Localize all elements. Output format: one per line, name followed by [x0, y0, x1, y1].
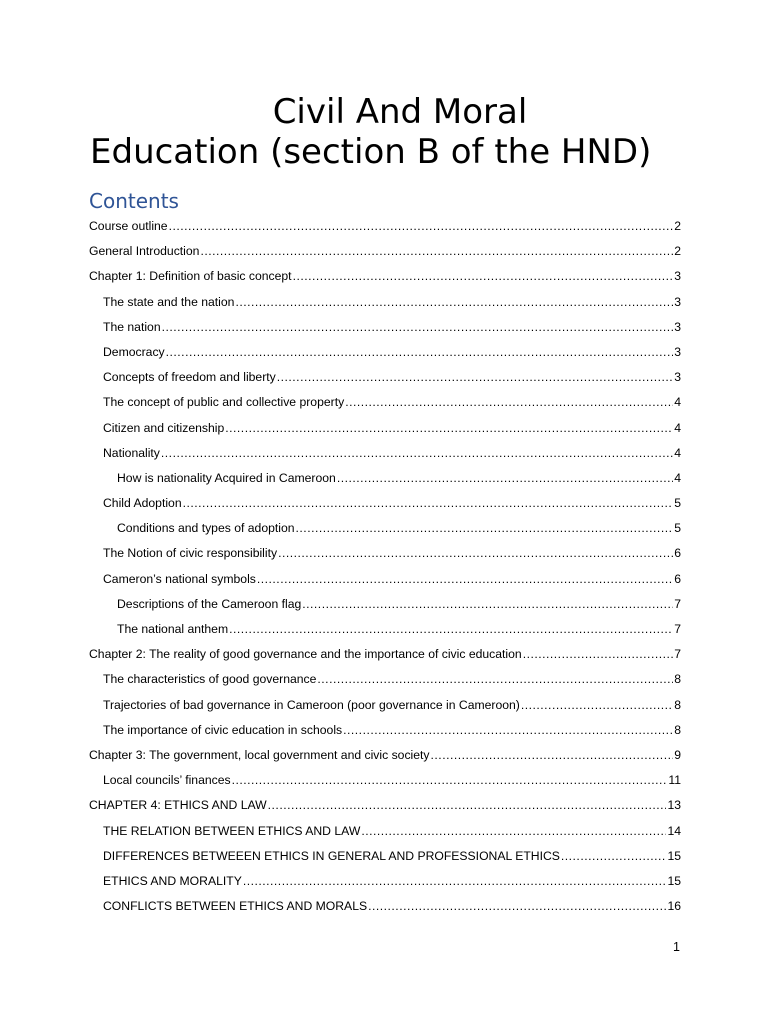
toc-dot-leader [232, 768, 668, 793]
toc-dot-leader [368, 894, 666, 919]
toc-entry-page: 2 [674, 244, 681, 259]
toc-entry[interactable] [89, 239, 681, 264]
toc-entry-label: The characteristics of good governance [103, 672, 317, 687]
toc-dot-leader [200, 239, 673, 264]
toc-entry-label: Chapter 3: The government, local government and civic society [89, 747, 430, 762]
toc-entry-label: The state and the nation [103, 294, 235, 309]
toc-entry-label: THE RELATION BETWEEN ETHICS AND LAW [103, 823, 361, 838]
toc-entry-page: 4 [674, 395, 681, 410]
toc-entry[interactable] [89, 869, 681, 894]
toc-entry-page: 15 [667, 873, 681, 888]
toc-dot-leader [277, 365, 673, 390]
toc-dot-leader [337, 466, 673, 491]
toc-entry-label: Course outline [89, 219, 168, 233]
toc-entry-page: 7 [674, 647, 681, 662]
toc-dot-leader [225, 416, 673, 441]
toc-entry-page: 8 [674, 697, 681, 712]
toc-entry[interactable] [89, 768, 681, 793]
toc-entry-page: 9 [674, 747, 681, 762]
page-number: 1 [673, 940, 680, 954]
toc-dot-leader [296, 516, 674, 541]
toc-entry[interactable] [89, 214, 681, 239]
toc-entry-page: 11 [668, 773, 681, 788]
toc-entry-label: Chapter 2: The reality of good governance and the importance of civic education [89, 647, 522, 662]
toc-entry-label: General Introduction [89, 244, 200, 259]
toc-entry[interactable] [89, 264, 681, 289]
toc-entry[interactable] [89, 844, 681, 869]
table-of-contents [89, 214, 681, 919]
toc-dot-leader [317, 667, 673, 692]
toc-entry[interactable] [89, 617, 681, 642]
toc-dot-leader [235, 290, 673, 315]
toc-entry-label: CONFLICTS BETWEEN ETHICS AND MORALS [103, 899, 368, 914]
toc-entry-label: How is nationality Acquired in Cameroon [117, 470, 336, 485]
toc-entry[interactable] [89, 894, 681, 919]
toc-entry-page: 13 [667, 798, 681, 813]
toc-entry[interactable] [89, 365, 681, 390]
toc-entry-label: The Notion of civic responsibility [103, 546, 278, 561]
toc-entry-page: 7 [674, 622, 681, 636]
toc-entry[interactable] [89, 491, 681, 516]
toc-entry-page: 3 [674, 319, 681, 334]
toc-entry[interactable] [89, 516, 681, 541]
toc-entry-page: 4 [674, 420, 681, 435]
toc-dot-leader [169, 214, 674, 239]
toc-entry-page: 7 [674, 596, 681, 611]
title-line-2: Education (section B of the HND) [90, 132, 652, 172]
toc-dot-leader [343, 718, 673, 743]
toc-entry[interactable] [89, 642, 681, 667]
toc-entry[interactable] [89, 416, 681, 441]
toc-dot-leader [268, 793, 667, 818]
toc-entry[interactable] [89, 693, 681, 718]
toc-entry-label: ETHICS AND MORALITY [103, 873, 242, 888]
toc-entry-page: 3 [674, 344, 681, 359]
toc-entry[interactable] [89, 340, 681, 365]
toc-entry[interactable] [89, 315, 681, 340]
toc-entry-page: 15 [667, 848, 681, 863]
toc-dot-leader [183, 491, 674, 516]
toc-entry[interactable] [89, 567, 681, 592]
toc-entry[interactable] [89, 718, 681, 743]
toc-entry-label: Conditions and types of adoption [117, 521, 295, 536]
document-title [90, 92, 710, 172]
toc-entry[interactable] [89, 441, 681, 466]
toc-entry-page: 5 [674, 521, 681, 536]
toc-dot-leader [229, 617, 673, 642]
toc-dot-leader [161, 441, 673, 466]
toc-entry[interactable] [89, 390, 681, 415]
toc-entry-page: 3 [674, 370, 681, 385]
toc-entry-label: The concept of public and collective property [103, 395, 345, 410]
toc-dot-leader [302, 592, 673, 617]
toc-entry-label: Descriptions of the Cameroon flag [117, 596, 302, 611]
toc-entry-page: 5 [674, 496, 681, 511]
toc-entry-page: 6 [674, 546, 681, 561]
toc-entry-label: DIFFERENCES BETWEEEN ETHICS IN GENERAL AND PROFESSIONAL ETHICS [103, 848, 560, 863]
toc-entry-page: 3 [674, 269, 681, 284]
toc-entry-label: Nationality [103, 445, 160, 460]
toc-entry-label: Concepts of freedom and liberty [103, 370, 276, 385]
toc-entry-label: CHAPTER 4: ETHICS AND LAW [89, 798, 267, 813]
toc-entry-label: Chapter 1: Definition of basic concept [89, 269, 292, 284]
toc-entry-label: Citizen and citizenship [103, 420, 225, 435]
toc-dot-leader [293, 264, 674, 289]
toc-dot-leader [162, 315, 674, 340]
toc-entry-page: 6 [674, 571, 681, 586]
toc-dot-leader [166, 340, 674, 365]
toc-entry-label: Child Adoption [103, 496, 182, 511]
toc-dot-leader [278, 541, 673, 566]
toc-entry-label: Democracy [103, 344, 165, 359]
toc-entry[interactable] [89, 743, 681, 768]
toc-dot-leader [345, 390, 673, 415]
toc-entry[interactable] [89, 541, 681, 566]
toc-entry[interactable] [89, 290, 681, 315]
toc-dot-leader [431, 743, 674, 768]
toc-entry-page: 3 [674, 294, 681, 309]
toc-entry-page: 16 [667, 899, 681, 914]
toc-entry-page: 14 [667, 823, 681, 838]
toc-entry-label: The importance of civic education in schools [103, 722, 343, 737]
toc-entry[interactable] [89, 819, 681, 844]
toc-entry-label: The national anthem [117, 622, 229, 636]
toc-entry[interactable] [89, 592, 681, 617]
toc-dot-leader [243, 869, 667, 894]
toc-entry-page: 8 [674, 672, 681, 687]
toc-entry-page: 4 [674, 445, 681, 460]
toc-entry[interactable] [89, 667, 681, 692]
toc-entry[interactable] [89, 466, 681, 491]
toc-dot-leader [361, 819, 666, 844]
toc-dot-leader [523, 642, 674, 667]
toc-dot-leader [521, 693, 673, 718]
toc-dot-leader [561, 844, 667, 869]
title-line-1: Civil And Moral [272, 92, 528, 132]
toc-entry-label: Trajectories of bad governance in Cameroon (poor governance in Cameroon) [103, 697, 520, 712]
toc-entry-label: Local councils’ finances [103, 773, 231, 788]
toc-entry-label: Cameron’s national symbols [103, 571, 256, 586]
contents-heading: Contents [89, 189, 179, 213]
toc-dot-leader [257, 567, 673, 592]
toc-entry-page: 4 [674, 470, 681, 485]
toc-entry[interactable] [89, 793, 681, 818]
toc-entry-label: The nation [103, 319, 161, 334]
toc-entry-page: 2 [674, 219, 681, 233]
toc-entry-page: 8 [674, 722, 681, 737]
